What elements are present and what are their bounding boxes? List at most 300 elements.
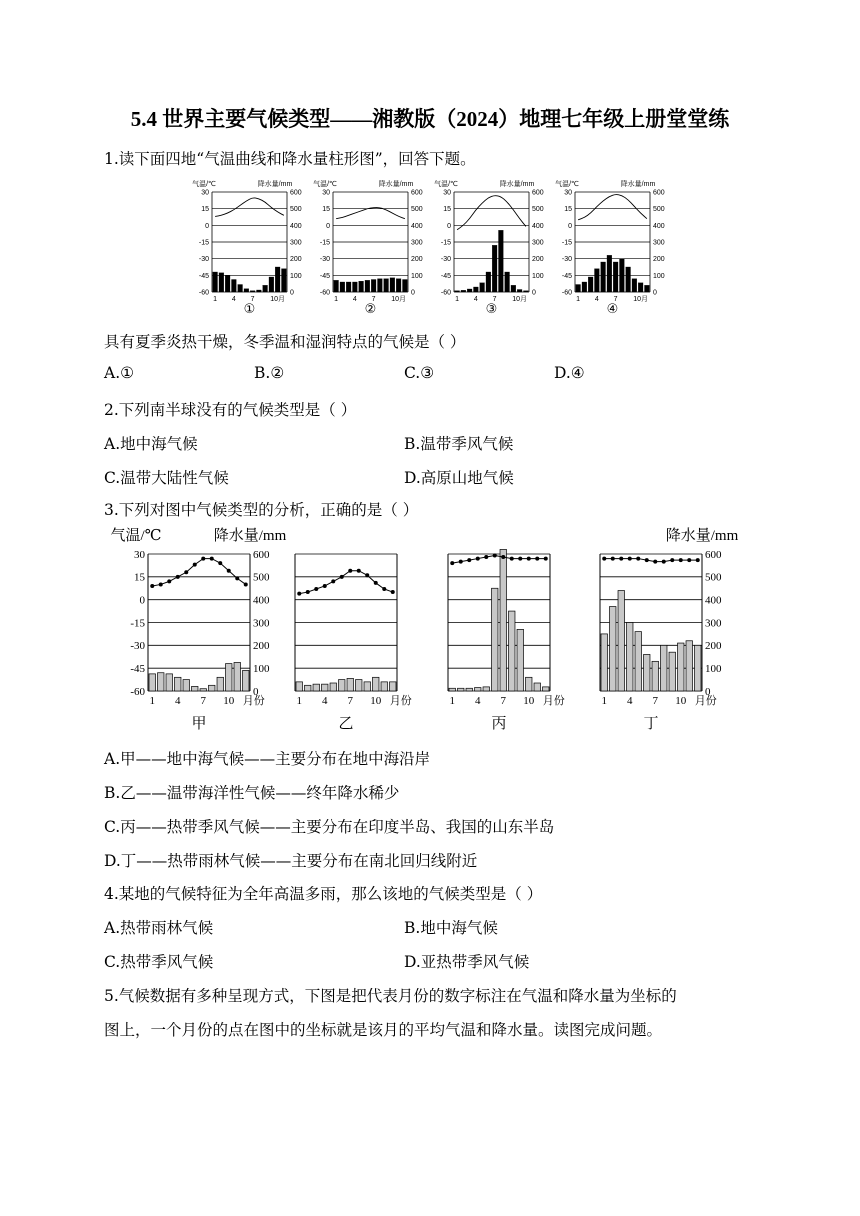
chart-label: 甲 [191,716,207,732]
precip-axis-title: 降水量/mm [620,181,656,188]
precip-bar-4 [322,684,328,691]
temperature-point-3 [167,579,171,583]
temperature-point-1 [297,592,301,596]
temperature-point-6 [493,554,497,558]
precip-bar-12 [243,670,249,691]
temp-tick-label: -15 [130,617,145,630]
precip-bar-3 [166,674,172,691]
precip-bar-2 [582,282,587,292]
temp-tick-label: 15 [564,206,572,214]
temperature-point-2 [306,590,310,594]
precip-bar-5 [601,262,606,292]
precip-bar-5 [635,632,641,691]
precip-tick-label: 400 [532,222,544,230]
temperature-point-11 [235,576,239,580]
precip-bar-4 [232,280,237,293]
month-tick-label: 7 [652,695,658,707]
precip-bar-2 [610,607,616,691]
temp-tick-label: -30 [440,256,451,264]
precip-bar-9 [384,279,389,292]
precip-bar-9 [364,682,370,691]
precip-bar-12 [390,682,396,691]
temperature-point-7 [653,560,657,564]
temperature-point-4 [628,557,632,561]
precip-bar-9 [517,629,523,691]
month-tick-label: 10 [523,695,535,707]
precip-bar-12 [695,645,701,691]
precip-tick-label: 400 [290,222,302,230]
climate-chart-2 [313,179,423,316]
temp-tick-label: -60 [440,289,451,297]
temp-tick-label: -45 [319,272,330,280]
precip-tick-label: 0 [253,685,259,698]
temperature-point-2 [459,560,463,564]
precip-axis-title: 降水量/mm [257,181,293,188]
month-tick-label: 7 [347,695,353,707]
temp-tick-label: 30 [443,189,451,197]
precip-bar-6 [365,280,370,292]
temperature-point-4 [476,557,480,561]
precip-bar-3 [313,684,319,691]
precip-bar-10 [526,677,532,691]
temp-axis-title: 气温/℃ [434,181,458,188]
temperature-point-3 [467,558,471,562]
precip-tick-label: 100 [705,663,722,676]
q4-option-b[interactable]: B.地中海气候 [404,919,498,937]
chart-label: ② [364,301,377,316]
month-tick-label: 4 [322,695,328,707]
precip-tick-label: 400 [653,222,665,230]
temperature-point-8 [662,560,666,564]
precip-bar-3 [467,289,472,292]
temperature-point-12 [696,558,700,562]
month-tick-label: 10月 [391,296,407,303]
temperature-curve [452,556,546,564]
precip-bar-9 [669,652,675,691]
precip-bar-6 [644,654,650,691]
temp-tick-label: -30 [561,256,572,264]
month-tick-label: 1 [576,296,581,303]
precip-bar-8 [209,685,215,691]
precip-tick-label: 600 [290,189,302,197]
precip-tick-label: 600 [411,189,423,197]
climate-chart-8 [600,527,739,732]
climate-chart-3 [434,179,544,316]
precip-bar-1 [449,688,455,691]
temperature-point-11 [687,558,691,562]
q2-option-b[interactable]: B.温带季风气候 [404,435,514,453]
month-tick-label: 10 [370,695,382,707]
temperature-point-5 [184,570,188,574]
month-tick-label: 4 [175,695,181,707]
temp-tick-label: -15 [319,239,330,247]
precip-axis-title: 降水量/mm [665,528,739,544]
precip-bar-7 [347,678,353,691]
temp-tick-label: 15 [134,571,145,584]
precip-bar-11 [517,290,522,293]
precip-bar-7 [250,291,255,292]
q4-option-d[interactable]: D.亚热带季风气候 [404,953,530,971]
precip-tick-label: 500 [705,571,722,584]
temp-axis-title: 气温/℃ [313,181,337,188]
temp-tick-label: 15 [322,206,330,214]
precip-bar-4 [627,623,633,692]
temperature-point-5 [484,555,488,559]
precip-bar-1 [334,280,339,292]
temperature-point-7 [201,557,205,561]
month-tick-label: 4 [475,695,481,707]
precip-tick-label: 300 [705,617,722,630]
precip-bar-2 [305,685,311,691]
precip-bar-7 [200,689,206,691]
precip-bar-6 [492,588,498,691]
month-tick-label: 月份 [389,695,412,707]
precip-bar-8 [661,645,667,691]
precip-bar-6 [244,289,249,292]
temp-tick-label: 30 [322,189,330,197]
temperature-point-6 [193,563,197,567]
temperature-point-6 [340,575,344,579]
month-tick-label: 7 [492,296,497,303]
precip-bar-9 [505,272,510,292]
q3-climate-charts [110,524,739,734]
q4-stem: 4.某地的气候特征为全年高温多雨，那么该地的气候类型是（ ） [104,885,543,903]
precip-bar-10 [390,278,395,292]
temperature-point-9 [218,561,222,565]
q1-option-d[interactable]: D.④ [554,364,585,382]
precip-axis-title: 降水量/mm [213,528,287,544]
temp-tick-label: 15 [443,206,451,214]
temperature-curve [152,559,246,586]
temperature-point-6 [645,558,649,562]
temp-tick-label: -30 [198,256,209,264]
precip-bar-5 [183,680,189,691]
month-tick-label: 10 [675,695,687,707]
precip-bar-7 [613,262,618,292]
precip-bar-12 [403,280,408,293]
temp-tick-label: -15 [440,239,451,247]
q4-option-a[interactable]: A.热带雨林气候 [104,919,214,937]
precip-bar-4 [595,269,600,292]
precip-bar-6 [339,680,345,691]
month-tick-label: 4 [352,296,357,303]
precip-bar-3 [466,688,472,691]
temp-axis-title: 气温/℃ [192,181,216,188]
q1-question: 具有夏季炎热干燥，冬季温和湿润特点的气候是（ ） [104,333,466,351]
climate-chart-6 [295,554,412,732]
temperature-point-7 [501,555,505,559]
temperature-point-7 [348,569,352,573]
temperature-point-3 [314,587,318,591]
temp-tick-label: -60 [319,289,330,297]
q1-option-b[interactable]: B.② [254,364,285,382]
precip-tick-label: 300 [411,239,423,247]
temperature-point-5 [331,579,335,583]
precip-bar-2 [158,673,164,691]
q3-option-c[interactable]: C.丙——热带季风气候——主要分布在印度半岛、我国的山东半岛 [104,818,555,836]
temperature-point-10 [374,581,378,585]
precip-bar-5 [359,281,364,292]
q1-option-c[interactable]: C.③ [404,364,435,382]
temp-tick-label: -45 [440,272,451,280]
precip-tick-label: 500 [653,206,665,214]
precip-bar-10 [511,285,516,292]
precip-bar-1 [213,272,218,292]
precip-bar-8 [378,279,383,292]
precip-tick-label: 200 [532,256,544,264]
precip-bar-10 [269,277,274,292]
precip-bar-4 [353,282,358,292]
temp-tick-label: -30 [130,640,145,653]
q2-stem: 2.下列南半球没有的气候类型是（ ） [104,401,357,419]
temp-tick-label: -15 [561,239,572,247]
temperature-point-9 [518,557,522,561]
precip-bar-1 [296,682,302,691]
precip-bar-8 [356,680,362,691]
temp-axis-title: 气温/℃ [110,528,162,544]
precip-tick-label: 600 [653,189,665,197]
precip-bar-11 [686,641,692,691]
precip-bar-6 [607,255,612,292]
temperature-point-2 [611,557,615,561]
precip-bar-8 [509,611,515,691]
climate-chart-5 [111,527,287,732]
temp-tick-label: -30 [319,256,330,264]
month-tick-label: 月份 [242,695,265,707]
temp-tick-label: 0 [139,594,145,607]
precip-bar-11 [534,683,540,691]
precip-bar-11 [275,267,280,292]
climate-chart-1 [192,179,302,316]
month-tick-label: 10月 [270,296,286,303]
precip-tick-label: 600 [253,548,270,561]
precip-bar-4 [474,287,479,292]
temp-tick-label: -45 [561,272,572,280]
month-tick-label: 10月 [633,296,649,303]
q3-option-a[interactable]: A.甲——地中海气候——主要分布在地中海沿岸 [104,750,431,768]
month-tick-label: 1 [149,695,155,707]
temperature-point-2 [159,582,163,586]
month-tick-label: 月份 [694,695,717,707]
precip-bar-10 [226,664,232,691]
temp-tick-label: 0 [568,222,572,230]
temperature-point-1 [150,584,154,588]
temperature-curve [215,198,284,216]
month-tick-label: 1 [455,296,460,303]
precip-bar-7 [500,549,506,691]
temperature-curve [299,571,393,594]
precip-tick-label: 200 [653,256,665,264]
precip-bar-4 [475,688,481,691]
precip-bar-6 [486,272,491,292]
temperature-point-1 [450,561,454,565]
temperature-point-12 [391,590,395,594]
month-tick-label: 月份 [542,695,565,707]
chart-label: 丁 [643,716,659,732]
q3-stem: 3.下列对图中气候类型的分析，正确的是（ ） [104,501,419,519]
temp-tick-label: 0 [205,222,209,230]
temperature-point-4 [176,575,180,579]
temperature-point-3 [619,557,623,561]
precip-bar-6 [192,686,198,691]
page-title: 5.4 世界主要气候类型——湘教版（2024）地理七年级上册堂堂练 [130,107,730,131]
chart-label: ① [243,301,256,316]
q3-option-d[interactable]: D.丁——热带雨林气候——主要分布在南北回归线附近 [104,852,478,870]
precip-bar-7 [492,245,497,292]
month-tick-label: 10月 [512,296,528,303]
precip-tick-label: 200 [290,256,302,264]
precip-tick-label: 600 [532,189,544,197]
precip-tick-label: 200 [705,640,722,653]
temp-tick-label: -60 [561,289,572,297]
month-tick-label: 4 [594,296,599,303]
precip-bar-1 [455,291,460,292]
precip-bar-7 [652,661,658,691]
precip-tick-label: 0 [290,289,294,297]
month-tick-label: 7 [613,296,618,303]
precip-tick-label: 100 [411,272,423,280]
precip-bar-2 [219,273,224,292]
precip-tick-label: 0 [411,289,415,297]
temperature-point-9 [670,558,674,562]
q2-option-c[interactable]: C.温带大陆性气候 [104,469,229,487]
temperature-point-8 [357,569,361,573]
temp-tick-label: 30 [564,189,572,197]
q1-climate-charts [190,172,670,320]
precip-axis-title: 降水量/mm [499,181,535,188]
precip-tick-label: 300 [532,239,544,247]
temperature-curve [578,195,647,220]
q1-option-a[interactable]: A.① [104,364,135,382]
temperature-curve [457,196,526,230]
chart-label: 丙 [491,716,507,732]
temperature-point-8 [510,557,514,561]
month-tick-label: 7 [371,296,376,303]
precip-tick-label: 400 [411,222,423,230]
temperature-point-4 [323,584,327,588]
precip-bar-11 [638,283,643,292]
precip-bar-10 [678,643,684,691]
precip-tick-label: 200 [253,640,270,653]
q4-option-c[interactable]: C.热带季风气候 [104,953,214,971]
precip-bar-1 [601,634,607,691]
precip-axis-title: 降水量/mm [378,181,414,188]
precip-tick-label: 400 [253,594,270,607]
temperature-point-10 [527,557,531,561]
precip-bar-7 [371,280,376,293]
temp-axis-title: 气温/℃ [555,181,579,188]
precip-tick-label: 500 [532,206,544,214]
q3-option-b[interactable]: B.乙——温带海洋性气候——终年降水稀少 [104,784,400,802]
precip-bar-8 [620,259,625,292]
temperature-point-12 [244,582,248,586]
temperature-point-9 [365,573,369,577]
temperature-point-5 [636,557,640,561]
q2-option-a[interactable]: A.地中海气候 [104,435,198,453]
month-tick-label: 7 [200,695,206,707]
temp-tick-label: 0 [326,222,330,230]
climate-chart-7 [448,549,565,732]
precip-bar-12 [524,291,529,292]
month-tick-label: 1 [601,695,607,707]
precip-tick-label: 0 [705,685,711,698]
precip-bar-5 [330,683,336,691]
q5-stem-line1: 5.气候数据有多种呈现方式，下图是把代表月份的数字标注在气温和降水量为坐标的 [104,987,677,1005]
precip-bar-9 [263,285,268,292]
precip-bar-11 [234,662,240,691]
temp-tick-label: -60 [130,685,145,698]
temperature-point-8 [210,557,214,561]
month-tick-label: 4 [627,695,633,707]
temperature-point-11 [382,587,386,591]
month-tick-label: 1 [334,296,339,303]
precip-tick-label: 400 [705,594,722,607]
precip-bar-1 [576,285,581,293]
precip-bar-5 [480,283,485,292]
q5-stem-line2: 图上，一个月份的点在图中的坐标就是该月的平均气温和降水量。读图完成问题。 [104,1021,663,1039]
precip-bar-10 [373,677,379,691]
precip-bar-5 [238,285,243,293]
temperature-point-1 [602,557,606,561]
month-tick-label: 1 [213,296,218,303]
temp-tick-label: 15 [201,206,209,214]
temperature-point-11 [535,557,539,561]
chart-label: 乙 [338,716,354,732]
precip-bar-2 [340,282,345,292]
precip-tick-label: 300 [290,239,302,247]
month-tick-label: 1 [296,695,302,707]
month-tick-label: 7 [500,695,506,707]
precip-bar-8 [499,230,504,292]
q1-stem: 1.读下面四地“气温曲线和降水量柱形图”，回答下题。 [104,150,476,168]
chart-label: ④ [606,301,619,316]
precip-tick-label: 500 [411,206,423,214]
temp-tick-label: 30 [134,548,145,561]
temperature-point-10 [679,558,683,562]
month-tick-label: 10 [223,695,235,707]
precip-bar-12 [282,269,287,292]
q2-option-d[interactable]: D.高原山地气候 [404,469,514,487]
precip-tick-label: 100 [532,272,544,280]
precip-tick-label: 600 [705,548,722,561]
precip-bar-12 [645,285,650,292]
chart-label: ③ [485,301,498,316]
precip-bar-3 [618,591,624,691]
temperature-curve [604,559,698,562]
temp-tick-label: -60 [198,289,209,297]
precip-tick-label: 0 [653,289,657,297]
precip-bar-5 [483,687,489,691]
precip-bar-9 [626,267,631,292]
month-tick-label: 1 [449,695,455,707]
precip-tick-label: 300 [253,617,270,630]
precip-bar-3 [588,277,593,292]
precip-bar-4 [175,677,181,691]
precip-bar-8 [257,290,262,292]
precip-tick-label: 500 [253,571,270,584]
precip-bar-11 [396,279,401,292]
precip-bar-12 [543,687,549,691]
precip-tick-label: 300 [653,239,665,247]
precip-tick-label: 500 [290,206,302,214]
precip-tick-label: 100 [653,272,665,280]
precip-tick-label: 200 [411,256,423,264]
temperature-curve [336,208,405,219]
precip-bar-1 [149,674,155,691]
precip-tick-label: 100 [253,663,270,676]
temp-tick-label: -15 [198,239,209,247]
month-tick-label: 7 [250,296,255,303]
